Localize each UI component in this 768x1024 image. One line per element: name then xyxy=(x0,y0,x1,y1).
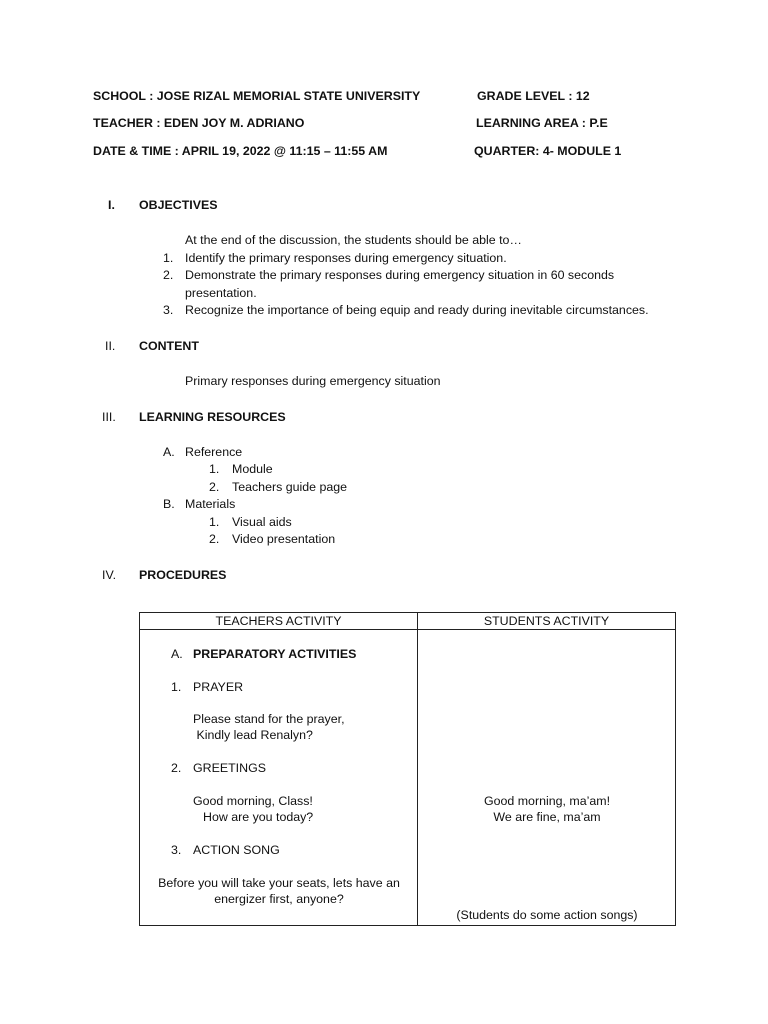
procedures-numeral: IV. xyxy=(102,568,117,582)
action-song-text: Before you will take your seats, lets have an xyxy=(158,876,400,890)
grade-level-label: GRADE LEVEL : 12 xyxy=(477,89,590,103)
resource-item: Visual aids xyxy=(232,515,292,529)
learning-area-label: LEARNING AREA : P.E xyxy=(476,116,608,130)
objective-number: 3. xyxy=(163,303,174,317)
students-activity-header: STUDENTS ACTIVITY xyxy=(418,613,676,630)
objective-number: 2. xyxy=(163,268,174,282)
prayer-number: 1. xyxy=(171,680,182,694)
resource-item-number: 1. xyxy=(209,515,220,529)
prep-heading: PREPARATORY ACTIVITIES xyxy=(193,647,357,661)
student-response: We are fine, ma’am xyxy=(493,810,601,824)
objective-item: Recognize the importance of being equip and ready during inevitable circumstances. xyxy=(185,303,649,317)
prayer-label: PRAYER xyxy=(193,680,244,694)
objectives-intro: At the end of the discussion, the students should be able to… xyxy=(185,233,522,247)
resource-item: Teachers guide page xyxy=(232,480,348,494)
quarter-label: QUARTER: 4- MODULE 1 xyxy=(474,144,622,158)
content-text: Primary responses during emergency situation xyxy=(185,374,441,388)
greeting-text: How are you today? xyxy=(203,810,314,824)
teachers-activity-cell xyxy=(140,630,418,926)
date-time-label: DATE & TIME : APRIL 19, 2022 @ 11:15 – 11:55 AM xyxy=(93,144,388,158)
resource-item-number: 1. xyxy=(209,462,220,476)
prayer-text: Kindly lead Renalyn? xyxy=(193,728,313,742)
resource-group-label: Materials xyxy=(185,497,236,511)
greetings-label: GREETINGS xyxy=(193,761,266,775)
procedures-table xyxy=(139,612,676,926)
resources-numeral: III. xyxy=(102,410,116,424)
objectives-numeral: I. xyxy=(108,198,115,212)
objective-item-continuation: presentation. xyxy=(185,286,257,300)
prayer-text: Please stand for the prayer, xyxy=(193,712,345,726)
students-activity-cell xyxy=(418,630,676,926)
greeting-text: Good morning, Class! xyxy=(193,794,313,808)
resource-item: Video presentation xyxy=(232,532,336,546)
greetings-number: 2. xyxy=(171,761,182,775)
objective-item: Identify the primary responses during emergency situation. xyxy=(185,251,507,265)
procedures-heading: PROCEDURES xyxy=(139,568,227,582)
student-response: Good morning, ma’am! xyxy=(483,794,611,808)
school-label: SCHOOL : JOSE RIZAL MEMORIAL STATE UNIVERSITY xyxy=(93,89,421,103)
content-numeral: II. xyxy=(105,339,116,353)
prep-letter: A. xyxy=(171,647,183,661)
content-heading: CONTENT xyxy=(139,339,199,353)
resource-group-letter: A. xyxy=(163,445,175,459)
resource-item-number: 2. xyxy=(209,532,220,546)
objective-number: 1. xyxy=(163,251,174,265)
action-song-label: ACTION SONG xyxy=(193,843,280,857)
teachers-activity-header: TEACHERS ACTIVITY xyxy=(140,613,418,630)
action-song-number: 3. xyxy=(171,843,182,857)
student-response: (Students do some action songs) xyxy=(456,908,638,922)
objectives-heading: OBJECTIVES xyxy=(139,198,218,212)
resource-group-letter: B. xyxy=(163,497,175,511)
resource-group-label: Reference xyxy=(185,445,243,459)
action-song-text: energizer first, anyone? xyxy=(214,892,344,906)
objective-item: Demonstrate the primary responses during emergency situation in 60 seconds xyxy=(185,268,615,282)
resource-item-number: 2. xyxy=(209,480,220,494)
resource-item: Module xyxy=(232,462,273,476)
teacher-label: TEACHER : EDEN JOY M. ADRIANO xyxy=(93,116,305,130)
resources-heading: LEARNING RESOURCES xyxy=(139,410,286,424)
